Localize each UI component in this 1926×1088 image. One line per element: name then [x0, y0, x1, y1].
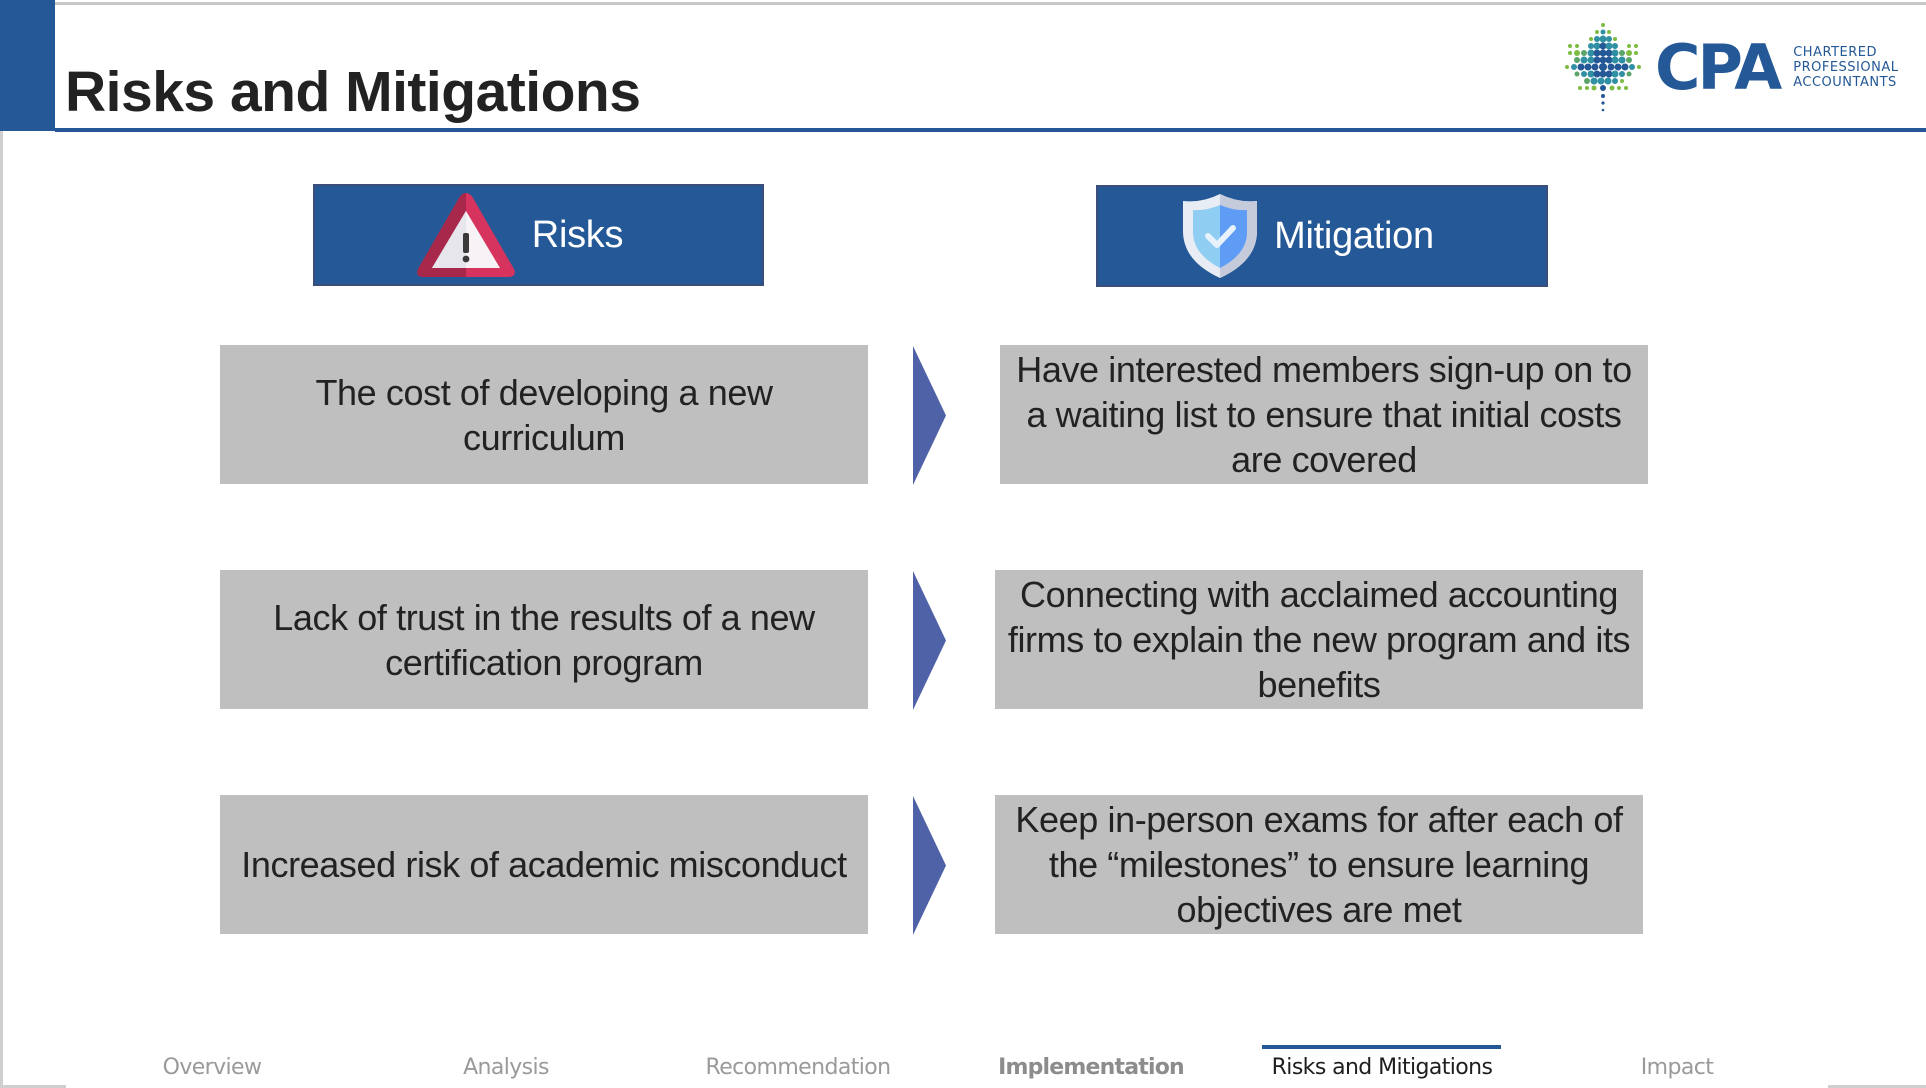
mitigation-column-label: Mitigation: [1274, 214, 1434, 257]
risk-card: Lack of trust in the results of a new certification program: [220, 570, 868, 709]
shield-check-icon: [1180, 191, 1260, 281]
logo-wordmark: CPA: [1655, 30, 1780, 104]
page-title: Risks and Mitigations: [65, 60, 641, 124]
mitigation-card: Keep in-person exams for after each of the “milestones” to ensure learning objectives are met: [995, 795, 1643, 934]
chevron-right-icon: [913, 571, 946, 710]
risks-column-label: Risks: [531, 213, 624, 256]
brand-accent-block: [0, 0, 55, 131]
tab-implementation[interactable]: Implementation: [998, 1055, 1184, 1080]
top-border: [55, 2, 1926, 5]
left-border: [0, 130, 3, 1088]
mitigation-card: Have interested members sign-up on to a waiting list to ensure that initial costs are covered: [1000, 345, 1648, 484]
logo-tagline-line-3: ACCOUNTANTS: [1793, 75, 1897, 90]
logo-tagline-line-2: PROFESSIONAL: [1793, 60, 1899, 75]
cpa-logo: [1563, 20, 1923, 115]
risk-card: The cost of developing a new curriculum: [220, 345, 868, 484]
tab-risks-and-mitigations[interactable]: Risks and Mitigations: [1271, 1055, 1493, 1080]
warning-triangle-icon: [414, 189, 518, 281]
tab-recommendation[interactable]: Recommendation: [705, 1055, 891, 1080]
chevron-right-icon: [913, 796, 946, 935]
mitigation-card: Connecting with acclaimed accounting firms to explain the new program and its benefits: [995, 570, 1643, 709]
tab-active-indicator: [1262, 1045, 1501, 1049]
header-divider: [55, 128, 1926, 132]
logo-tagline: [1793, 45, 1898, 90]
logo-tagline-line-1: CHARTERED: [1793, 45, 1877, 60]
mitigation-column-header: [1096, 185, 1548, 287]
tab-overview[interactable]: Overview: [162, 1055, 262, 1080]
tab-impact[interactable]: Impact: [1640, 1055, 1714, 1080]
tab-analysis[interactable]: Analysis: [463, 1055, 549, 1080]
risks-column-header: [313, 184, 764, 286]
chevron-right-icon: [913, 346, 946, 485]
maple-leaf-dots-icon: [1563, 22, 1643, 114]
risk-card: Increased risk of academic misconduct: [220, 795, 868, 934]
